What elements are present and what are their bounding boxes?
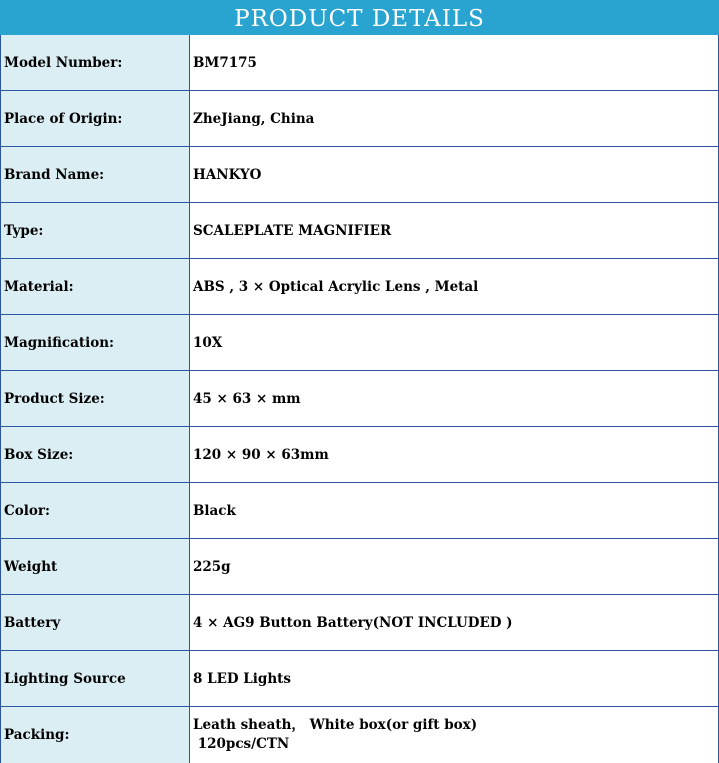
table-row	[1, 147, 718, 203]
row-label: Lighting Source	[1, 651, 190, 706]
row-value: 8 LED Lights	[193, 670, 291, 687]
row-label: Place of Origin:	[1, 91, 190, 146]
table-row	[1, 707, 718, 763]
row-value: 225g	[193, 558, 231, 575]
row-value: BM7175	[193, 54, 257, 71]
packing-line-1: Leath sheath， White box(or gift box)	[193, 717, 478, 733]
table-row	[1, 371, 718, 427]
row-label: Material:	[1, 259, 190, 314]
row-label: Type:	[1, 203, 190, 258]
row-value: Black	[193, 502, 236, 519]
row-value: 120 × 90 × 63mm	[193, 446, 329, 463]
row-label: Battery	[1, 595, 190, 650]
row-label: Product Size:	[1, 371, 190, 426]
row-value	[190, 707, 718, 763]
product-details-table	[0, 35, 719, 763]
table-row	[1, 483, 718, 539]
page-title: PRODUCT DETAILS	[0, 0, 719, 35]
table-row	[1, 595, 718, 651]
row-label: Weight	[1, 539, 190, 594]
row-label: Magnification:	[1, 315, 190, 370]
table-row	[1, 315, 718, 371]
row-value: 45 × 63 × mm	[193, 390, 301, 407]
table-row	[1, 259, 718, 315]
row-value: HANKYO	[193, 166, 262, 183]
packing-line-2: 120pcs/CTN	[193, 736, 290, 752]
table-row	[1, 427, 718, 483]
row-label: Color:	[1, 483, 190, 538]
row-label: Packing:	[1, 707, 190, 763]
row-label: Model Number:	[1, 35, 190, 90]
row-value: ZheJiang, China	[193, 110, 315, 127]
row-label: Brand Name:	[1, 147, 190, 202]
table-row	[1, 203, 718, 259]
table-row	[1, 91, 718, 147]
table-row	[1, 539, 718, 595]
table-row	[1, 651, 718, 707]
row-label: Box Size:	[1, 427, 190, 482]
table-row	[1, 35, 718, 91]
row-value: 10X	[193, 334, 223, 351]
row-value: ABS , 3 × Optical Acrylic Lens , Metal	[193, 278, 479, 295]
row-value: SCALEPLATE MAGNIFIER	[193, 222, 392, 239]
row-value: 4 × AG9 Button Battery(NOT INCLUDED )	[193, 614, 513, 631]
